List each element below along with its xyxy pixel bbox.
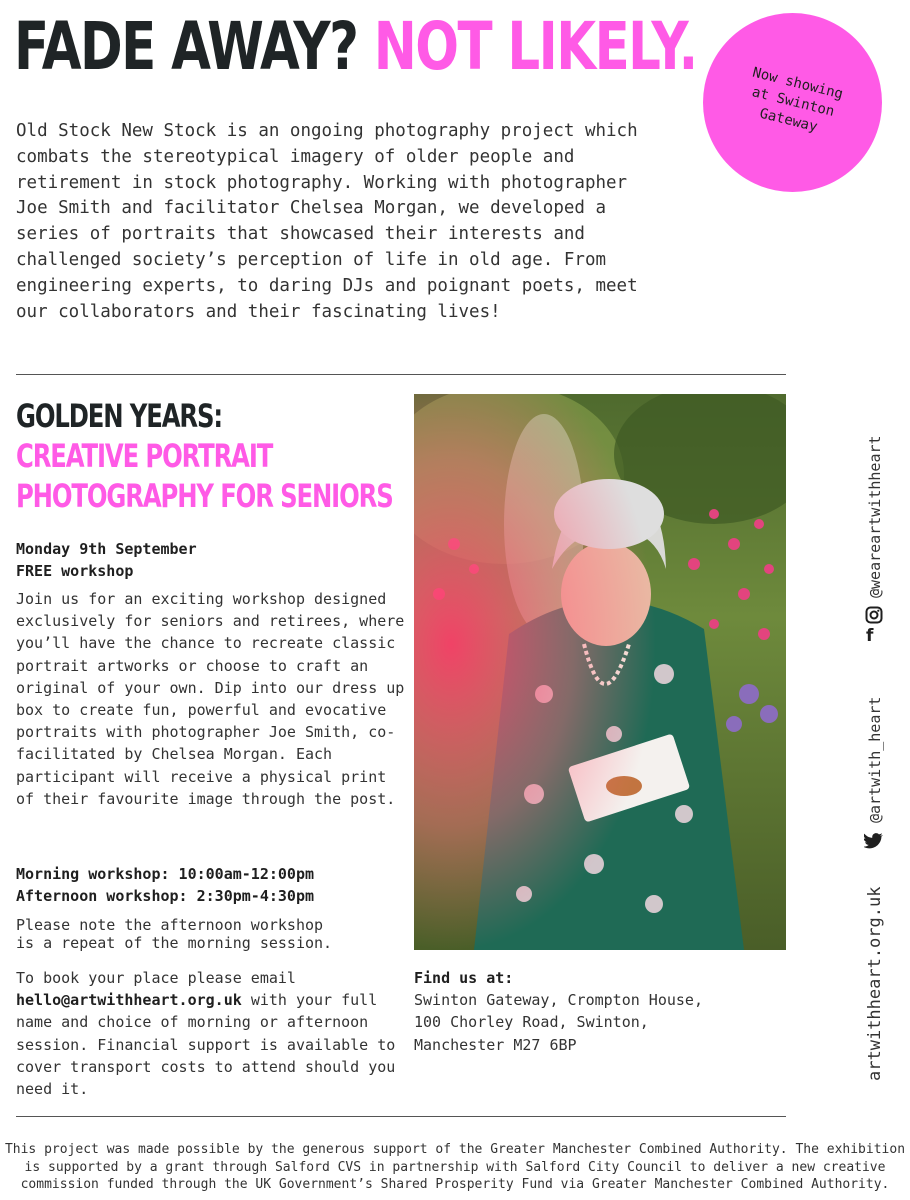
address-line3: Manchester M27 6BP xyxy=(414,1035,577,1054)
website-link-wrapper xyxy=(860,886,890,1111)
website-link[interactable]: artwithheart.org.uk xyxy=(865,886,885,1081)
workshop-title-line3: PHOTOGRAPHY FOR SENIORS xyxy=(16,477,393,515)
headline-part2: NOT LIKELY. xyxy=(373,8,697,85)
workshop-price: FREE workshop xyxy=(16,562,134,580)
booking-post: with your full name and choice of morning or afternoon session. Financial support is available to cover transport costs to attend should you need it. xyxy=(16,991,396,1099)
address-line2: 100 Chorley Road, Swinton, xyxy=(414,1013,649,1032)
workshop-title-line2: CREATIVE PORTRAIT xyxy=(16,437,273,475)
social-twitter[interactable] xyxy=(860,696,890,858)
social-instagram[interactable] xyxy=(860,435,890,632)
address-line1: Swinton Gateway, Crompton House, xyxy=(414,991,703,1010)
intro-paragraph: Old Stock New Stock is an ongoing photography project which combats the stereotypical imagery of older people and retirement in stock photography. Working with photographer Joe Smith and facilitator Chelsea Morgan, we developed a series of portraits that showcased their interests and challenged society’s perception of life in old age. From engineering experts, to daring DJs and poignant poets, meet our collaborators and their fascinating lives! xyxy=(16,121,638,322)
instagram-handle[interactable]: @weareartwithheart xyxy=(866,435,884,598)
booking-info xyxy=(16,967,411,1100)
now-showing-badge xyxy=(703,13,882,192)
twitter-icon xyxy=(864,832,884,850)
instagram-icon xyxy=(865,606,883,624)
badge-text: Now showing at Swinton Gateway xyxy=(749,64,845,136)
booking-pre: To book your place please email xyxy=(16,969,296,987)
facebook-icon: f xyxy=(866,626,874,646)
find-us-heading: Find us at: xyxy=(414,969,514,987)
headline xyxy=(14,8,697,85)
workshop-title-line1: GOLDEN YEARS: xyxy=(16,397,222,435)
afternoon-time: Afternoon workshop: 2:30pm-4:30pm xyxy=(16,887,315,905)
portrait-photo xyxy=(414,394,786,950)
find-us-block xyxy=(414,967,703,1056)
workshop-title xyxy=(16,396,393,516)
workshop-date: Monday 9th September xyxy=(16,540,197,558)
twitter-handle[interactable]: @artwith_heart xyxy=(866,696,884,823)
workshop-date-block xyxy=(16,538,197,582)
funding-footer: This project was made possible by the generous support of the Greater Manchester Combined Authority. The exhibition is supported by a grant through Salford CVS in partnership with Salford City Council to deliver a new creative commission funded through the UK Government’s Shared Prosperity Fund via Greater Manchester Combined Authority. xyxy=(4,1142,906,1192)
booking-email-link[interactable]: hello@artwithheart.org.uk xyxy=(16,991,242,1010)
divider-bottom xyxy=(16,1116,786,1117)
morning-time: Morning workshop: 10:00am-12:00pm xyxy=(16,865,315,883)
workshop-times xyxy=(16,863,314,907)
headline-part1: FADE AWAY? xyxy=(14,8,358,85)
workshop-description: Join us for an exciting workshop designed exclusively for seniors and retirees, where you’ll have the chance to recreate classic portrait artworks or choose to craft an original of your own. Dip into our dress up box to create fun, powerful and evocative portraits with photographer Joe Smith, co-facilitated by Chelsea Morgan. Each participant will receive a physical print of their favourite image through the post. xyxy=(16,590,405,808)
divider-top xyxy=(16,374,786,375)
afternoon-note: Please note the afternoon workshop is a repeat of the morning session. xyxy=(16,916,333,952)
